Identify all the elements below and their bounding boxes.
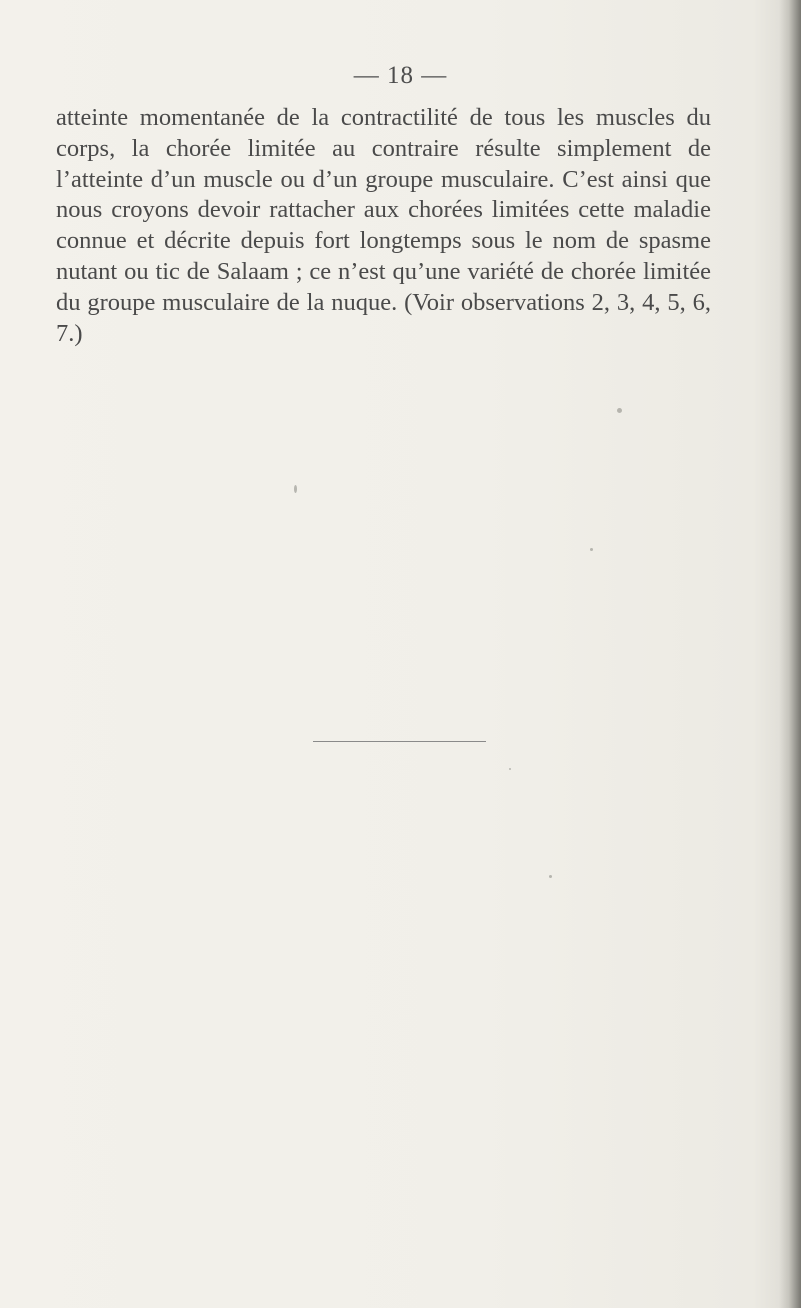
paper-speck: [590, 548, 593, 551]
body-paragraph: atteinte momentanée de la contractilité de tous les muscles du corps, la chorée limitée au contraire résulte simplement de l’atteinte d’un muscle ou d’un groupe musculaire. C’est ainsi que nous croyons devoir rattacher aux chorées limitées cette maladie connue et décrite depuis fort longtemps sous le nom de spasme nutant ou tic de Salaam ; ce n’est qu’une variété de chorée limitée du groupe musculaire de la nuque. (Voir observations 2, 3, 4, 5, 6, 7.): [56, 104, 711, 347]
paper-speck: [617, 408, 622, 413]
paper-speck: [294, 485, 297, 493]
paper-speck: [509, 768, 511, 770]
paper-speck: [549, 875, 552, 878]
page-number: — 18 —: [353, 62, 448, 89]
section-divider-rule: [313, 741, 486, 742]
page-edge-shadow: [779, 0, 801, 1308]
